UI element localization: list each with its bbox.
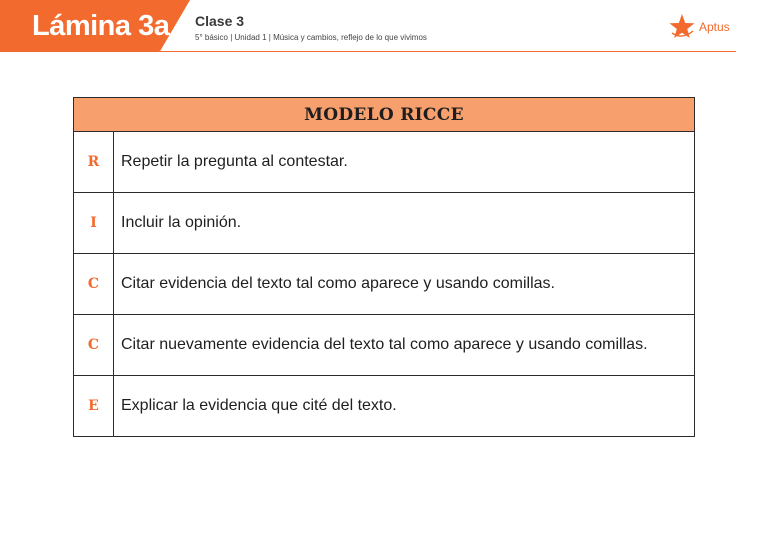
sheet-title: Lámina 3a xyxy=(32,10,170,42)
class-subtitle: 5° básico | Unidad 1 | Música y cambios, reflejo de lo que vivimos xyxy=(195,33,427,42)
table-row xyxy=(74,376,695,437)
row-description: Citar evidencia del texto tal como aparece y usando comillas. xyxy=(114,254,695,315)
ricce-table xyxy=(73,97,695,437)
header-divider xyxy=(160,51,736,52)
row-letter: I xyxy=(74,193,114,254)
row-letter: C xyxy=(74,315,114,376)
brand-name: Aptus xyxy=(699,20,730,34)
table-row xyxy=(74,254,695,315)
star-logo-icon xyxy=(668,13,696,41)
table-row xyxy=(74,132,695,193)
brand-logo xyxy=(668,12,730,42)
row-description: Citar nuevamente evidencia del texto tal como aparece y usando comillas. xyxy=(114,315,695,376)
row-letter: E xyxy=(74,376,114,437)
table-title: MODELO RICCE xyxy=(74,98,695,132)
row-letter: R xyxy=(74,132,114,193)
table-header-row xyxy=(74,98,695,132)
row-description: Explicar la evidencia que cité del texto. xyxy=(114,376,695,437)
table-row xyxy=(74,193,695,254)
row-description: Incluir la opinión. xyxy=(114,193,695,254)
table-row xyxy=(74,315,695,376)
class-title: Clase 3 xyxy=(195,13,245,29)
row-letter: C xyxy=(74,254,114,315)
row-description: Repetir la pregunta al contestar. xyxy=(114,132,695,193)
